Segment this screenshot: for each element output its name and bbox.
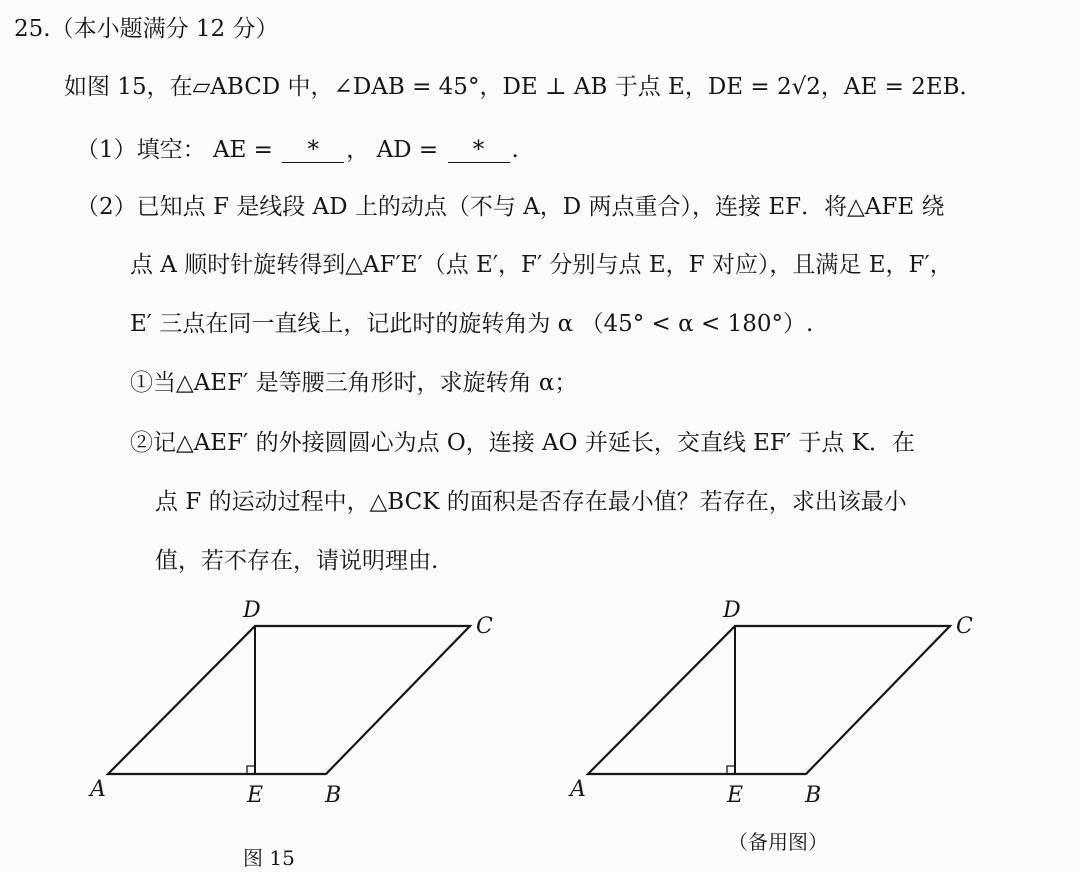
label-e: E: [247, 783, 264, 808]
figure-15: [80, 595, 520, 814]
label-d-spare: D: [723, 598, 741, 623]
label-c: C: [476, 614, 493, 639]
problem-header: 25.（本小题满分 12 分）: [14, 16, 279, 42]
label-a: A: [90, 777, 106, 802]
subquestion-1: ①当△AEF′ 是等腰三角形时，求旋转角 α；: [130, 370, 578, 396]
part2-line-3: E′ 三点在同一直线上，记此时的旋转角为 α （45° < α < 180°）.: [130, 311, 814, 337]
ad-answer-blank: *: [448, 138, 510, 163]
problem-given: 如图 15，在▱ABCD 中，∠DAB = 45°，DE ⊥ AB 于点 E，DE = 2√2，AE = 2EB．: [64, 74, 983, 100]
figure-15-caption: 图 15: [243, 846, 295, 870]
part1-question: [76, 135, 519, 165]
subquestion-2-line-2: 点 F 的运动过程中，△BCK 的面积是否存在最小值？若存在，求出该最小: [155, 489, 907, 515]
part1-separator: ，: [346, 137, 370, 163]
subquestion-2-line-3: 值，若不存在，请说明理由.: [155, 548, 439, 574]
label-b: B: [325, 783, 342, 808]
ad-label: AD =: [376, 137, 439, 163]
right-angle-mark-spare: [727, 766, 735, 774]
figure-spare: [560, 595, 1000, 814]
subquestion-2-line-1: ②记△AEF′ 的外接圆圆心为点 O，连接 AO 并延长，交直线 EF′ 于点 K．在: [130, 430, 915, 456]
label-c-spare: C: [956, 614, 973, 639]
label-a-spare: A: [570, 777, 586, 802]
label-e-spare: E: [727, 783, 744, 808]
right-angle-mark: [247, 766, 255, 774]
part2-line-2: 点 A 顺时针旋转得到△AF′E′（点 E′，F′ 分别与点 E，F 对应），且满足 E，F′，: [130, 252, 953, 278]
parallelogram-abcd-spare: [588, 626, 950, 774]
figure-spare-caption: （备用图）: [728, 830, 828, 854]
label-b-spare: B: [805, 783, 822, 808]
ae-answer-blank: *: [282, 138, 344, 163]
part1-end: .: [511, 137, 519, 163]
label-d: D: [243, 598, 261, 623]
parallelogram-diagram-spare: [560, 595, 1000, 810]
parallelogram-abcd: [108, 626, 470, 774]
part2-line-1: （2）已知点 F 是线段 AD 上的动点（不与 A，D 两点重合），连接 EF．将△AFE 绕: [76, 194, 945, 220]
parallelogram-diagram: [80, 595, 520, 810]
part1-prefix: （1）填空：: [76, 137, 206, 163]
ae-label: AE =: [212, 137, 273, 163]
